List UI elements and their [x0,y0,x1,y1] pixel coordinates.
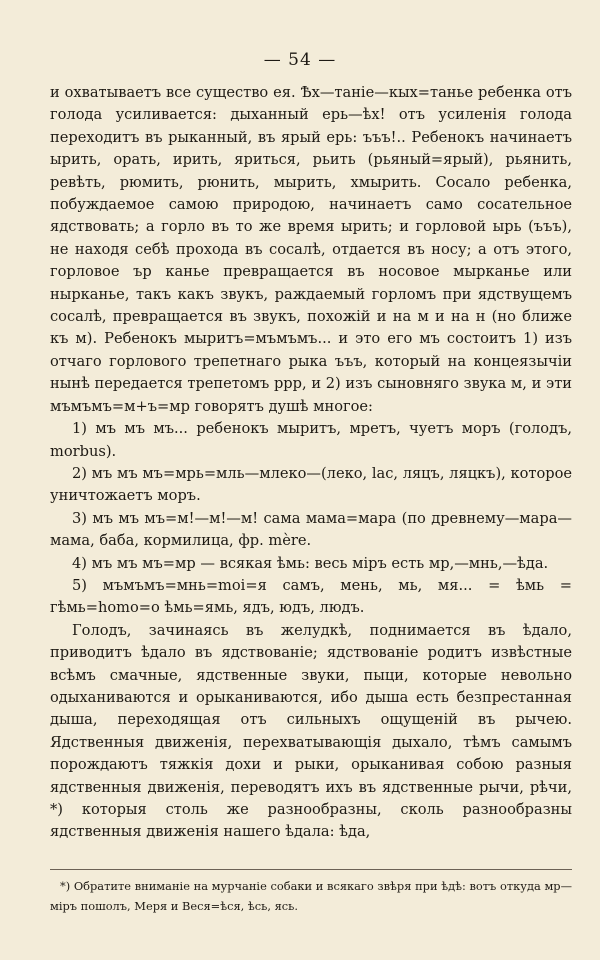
footnote-divider [50,869,572,870]
list-item-2: 2) мъ мъ мъ=мрь=мль—млеко—(леко, lac, ляцъ, ляцкъ), которое уничтожаетъ моръ. [50,464,572,505]
list-item-4: 4) мъ мъ мъ=мр — всякая ѣмь: весь міръ есть мр,—мнь,—ѣда. [72,554,549,572]
list-item-5: 5) мъмъмъ=мнь=moi=я самъ, мень, мь, мя... = ѣмь = гѣмь=homo=о ѣмь=ямь, ядъ, юдъ, людъ. [50,576,572,617]
footnote-text: *) Обратите вниманіе на мурчаніе собаки и всякаго звѣря при ѣдѣ: вотъ откуда мр—міръ пошолъ, Меря и Веся=ѣся, ѣсь, ясь. [50,879,572,913]
body-text [50,82,572,844]
page-number: — 54 — [263,50,337,70]
list-item-1: 1) мъ мъ мъ... ребенокъ мыритъ, мретъ, чуетъ моръ (голодъ, morbus). [50,420,572,460]
paragraph-hunger: Голодъ, зачинаясь въ желудкѣ, поднимается въ ѣдало, приводитъ ѣдало въ ядствованіе; ядствованіе родитъ извѣстные всѣмъ смачные, ядственные звуки, пыци, которые невольно одыханиваются и орыканиваются, ибо дыша есть безпрестанная дыша, переходящая отъ сильныхъ ощущеній въ рычею. Ядственныя движенія, перехватывающія дыхало, тѣмъ самымъ порождаютъ тяжкія дохи и рыки, орыканивая собою разныя ядственныя движенія, переводятъ ихъ въ ядственные рычи, рѣчи, *) которыя столь же разнообразны, сколь разнообразны ядственныя движенія нашего ѣдала: ѣда, [50,621,572,841]
list-item-3: 3) мъ мъ мъ=м!—м!—м! сама мама=мара (по древнему—мара—мама, баба, кормилица, фр. mère. [50,509,572,550]
paragraph-intro: и охватываетъ все существо ея. Ѣх—таніе—кых=танье ребенка отъ голода усиливается: дыханный ерь—ѣх! отъ усиленія голода переходитъ въ рыканный, въ ярый ерь: ъъъ!.. Ребенокъ начинаетъ ырить, орать, ирить, яриться, рьить (рьяный=ярый), рьянить, ревѣть, рюмить, рюнить, мырить, хмырить. Сосало ребенка, побуждаемое самою природою, начинаетъ само сосательное ядствовать; а горло въ то же время ырить; и горловой ырь (ъъъ), не находя себѣ прохода въ сосалѣ, отдается въ носу; а отъ этого, горловое ър канье превращается въ носовое мырканье или нырканье, такъ какъ звукъ, раждаемый горломъ при ядствущемъ сосалѣ, превращается въ звукъ, похожій и на м и на н (но ближе къ м). Ребенокъ мыритъ=мъмъмъ... и это его мъ состоитъ 1) изъ отчаго горлового трепетнаго рыка ъъъ, который на концеязычіи нынѣ передается трепетомъ ррр, и 2) изъ сыновняго звука м, и эти мъмъмъ=м+ъ=мр говорятъ душѣ многое: [50,84,572,415]
footnote [50,876,572,916]
